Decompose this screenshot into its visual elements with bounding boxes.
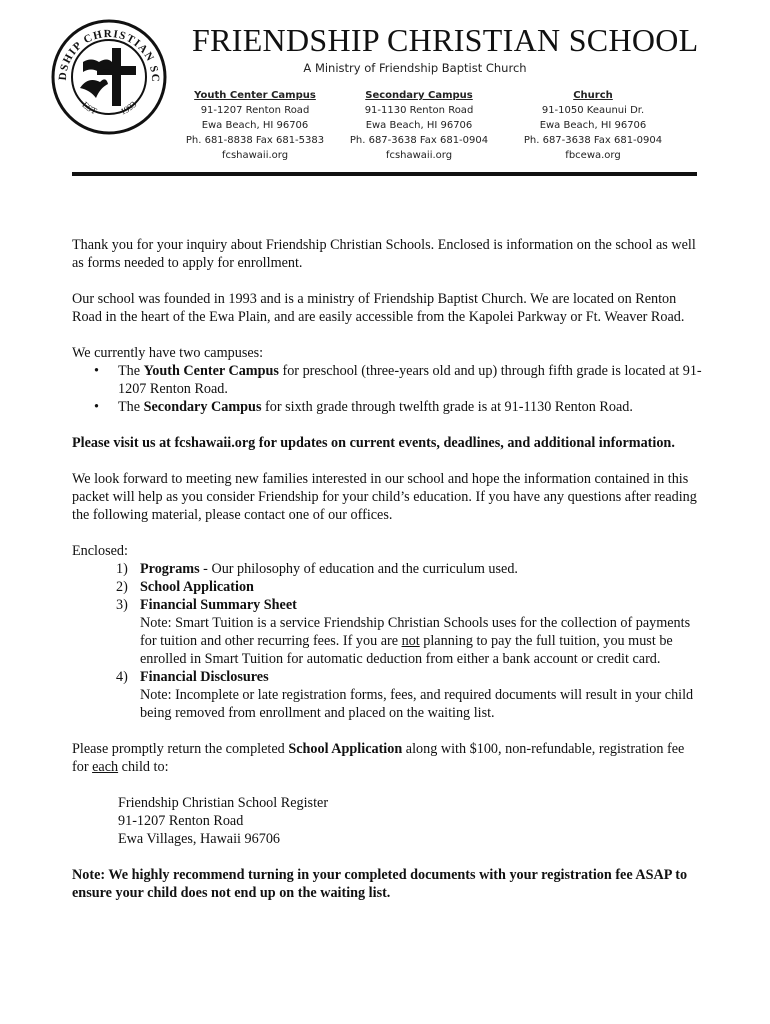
return-underlined-word: each: [92, 759, 119, 775]
bullet-icon: •: [94, 363, 99, 379]
youth-center-address-block: [170, 88, 340, 163]
bullet-text-pre: The: [118, 363, 144, 379]
school-seal-logo: [50, 18, 168, 136]
school-name-heading: FRIENDSHIP CHRISTIAN SCHOOL: [192, 22, 699, 58]
campus-city-line: Ewa Beach, HI 96706: [365, 120, 473, 131]
return-text-mid: along with $100, non-refundable, registration fee for: [72, 741, 685, 775]
mailing-address-block: [72, 794, 702, 848]
secondary-campus-address-block: [334, 88, 504, 163]
bullet-text-post: for sixth grade through twelfth grade is at 91-1130 Renton Road.: [261, 399, 633, 415]
bullet-campus-name: Youth Center Campus: [143, 363, 279, 379]
return-text-post: child to:: [118, 759, 169, 775]
note-underlined-word: not: [401, 633, 420, 649]
campuses-intro: We currently have two campuses:: [72, 345, 264, 361]
ministry-subtitle: A Ministry of Friendship Baptist Church: [303, 61, 527, 75]
campus-heading: Church: [573, 90, 613, 101]
item-number: 1): [116, 561, 128, 577]
final-note-paragraph: [72, 866, 702, 902]
campus-website: fcshawaii.org: [221, 150, 289, 161]
bullet-text-post: for preschool (three-years old and up) through fifth grade is located at 91-1207 Renton Road.: [118, 363, 702, 397]
campus-website: fbcewa.org: [565, 150, 621, 161]
campus-address-line: 91-1050 Keaunui Dr.: [541, 105, 645, 116]
mailing-address-line: 91-1207 Renton Road: [118, 813, 244, 829]
seal-ring-text: DSHIP CHRISTIAN SC: [56, 27, 162, 84]
church-address-block: [508, 88, 678, 163]
list-item: [72, 362, 702, 398]
return-form-name: School Application: [288, 741, 403, 757]
bullet-icon: •: [94, 399, 99, 415]
list-item: [72, 398, 702, 416]
final-note-text: Note: We highly recommend turning in your completed documents with your registration fee ASAP to ensure your child does not end up on the waiting list.: [72, 867, 688, 901]
item-title: Financial Disclosures: [140, 669, 269, 685]
return-instructions-paragraph: [72, 740, 702, 776]
campus-city-line: Ewa Beach, HI 96706: [539, 120, 647, 131]
smart-tuition-note: [140, 614, 702, 668]
campus-city-line: Ewa Beach, HI 96706: [201, 120, 309, 131]
campus-website: fcshawaii.org: [385, 150, 453, 161]
item-number: 2): [116, 579, 128, 595]
item-number: 3): [116, 597, 128, 613]
list-item: [72, 560, 702, 578]
list-item: [72, 578, 702, 596]
visit-website-paragraph: [72, 434, 702, 452]
mailing-address-line: Friendship Christian School Register: [118, 795, 329, 811]
bullet-text-pre: The: [118, 399, 144, 415]
intro-paragraph: Thank you for your inquiry about Friendship Christian Schools. Enclosed is information on the school as well as forms needed to apply for enrollment.: [72, 237, 696, 271]
item-title: Financial Summary Sheet: [140, 597, 297, 613]
item-number: 4): [116, 669, 128, 685]
item-description: - Our philosophy of education and the curriculum used.: [199, 561, 518, 577]
letterhead-divider: [72, 172, 697, 176]
look-forward-paragraph: We look forward to meeting new families interested in our school and hope the information contained in this packet will help as you consider Friendship for your child’s education. If you have any questions after reading the following material, please contact one of our offices.: [72, 471, 697, 523]
campus-heading: Secondary Campus: [365, 90, 473, 101]
note-text-post: planning to pay the full tuition, you must be enrolled in Smart Tuition for automatic deduction from either a bank account or credit card.: [140, 633, 673, 667]
letter-body: [72, 236, 702, 920]
campus-phone-line: Ph. 681-8838 Fax 681-5383: [185, 135, 325, 146]
item-title: School Application: [140, 579, 254, 595]
campus-heading: Youth Center Campus: [194, 90, 316, 101]
campus-bullet-list: [72, 362, 702, 416]
enclosed-list: [72, 560, 702, 722]
note-text-pre: Note: Smart Tuition is a service Friendship Christian Schools uses for the collection of payments for tuition and other recurring fees. If you are: [140, 615, 691, 649]
campus-address-line: 91-1207 Renton Road: [200, 105, 310, 116]
return-text-pre: Please promptly return the completed: [72, 741, 289, 757]
enclosed-label: Enclosed:: [72, 543, 128, 559]
visit-website-text: Please visit us at fcshawaii.org for updates on current events, deadlines, and additional information.: [72, 435, 675, 451]
mailing-address-line: Ewa Villages, Hawaii 96706: [118, 831, 281, 847]
campus-address-line: 91-1130 Renton Road: [364, 105, 474, 116]
item-title: Programs: [140, 561, 200, 577]
list-item: [72, 596, 702, 668]
campus-phone-line: Ph. 687-3638 Fax 681-0904: [349, 135, 489, 146]
list-item: [72, 668, 702, 722]
campus-phone-line: Ph. 687-3638 Fax 681-0904: [523, 135, 663, 146]
seal-est-text: EST: [80, 99, 99, 117]
seal-year-text: 1993: [118, 99, 139, 117]
bullet-campus-name: Secondary Campus: [143, 399, 262, 415]
registration-note: Note: Incomplete or late registration forms, fees, and required documents will result in your child being removed from enrollment and placed on the waiting list.: [140, 687, 694, 721]
history-paragraph: Our school was founded in 1993 and is a ministry of Friendship Baptist Church. We are located on Renton Road in the heart of the Ewa Plain, and are easily accessible from the Kapolei Parkway or Ft. Weaver Road.: [72, 291, 685, 325]
